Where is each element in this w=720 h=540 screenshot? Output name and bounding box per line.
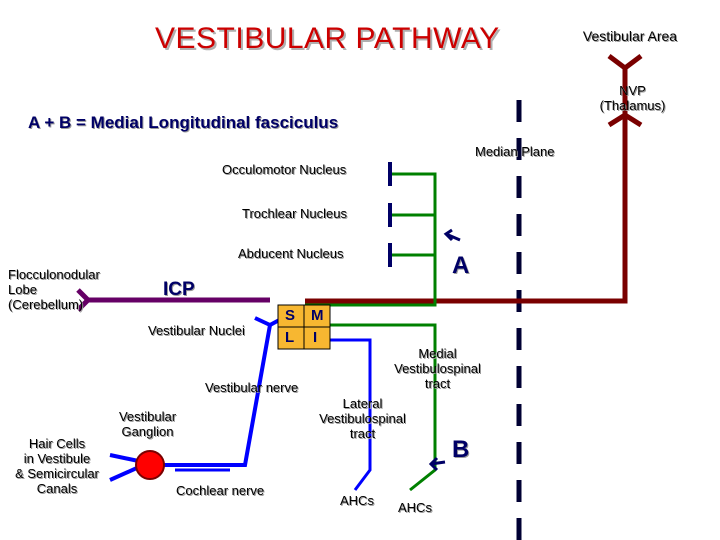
ahcs-label-1: AHCs — [340, 493, 374, 508]
arrow-a — [446, 230, 460, 240]
nucleus-inferior: I — [313, 329, 318, 346]
nvp-thalamus-label: NVP (Thalamus) — [599, 83, 666, 113]
vestibular-ganglion-label: Vestibular Ganglion — [118, 409, 177, 439]
icp-label: ICP — [163, 279, 195, 300]
cochlear-nerve-label: Cochlear nerve — [176, 483, 265, 498]
page-title: VESTIBULAR PATHWAY — [155, 22, 500, 55]
letter-a: A — [452, 252, 470, 279]
vestibular-area-label: Vestibular Area — [582, 28, 678, 44]
vestibular-nerve-label: Vestibular nerve — [205, 380, 299, 395]
ascending-mlf-tract — [305, 174, 435, 305]
nucleus-medial: M — [311, 307, 324, 324]
vestibular-area-synapse — [609, 56, 641, 68]
abducent-label: Abducent Nucleus — [238, 246, 344, 261]
median-plane-label: Median Plane — [475, 144, 555, 159]
nucleus-superior: S — [285, 307, 296, 324]
arrow-b — [431, 458, 445, 470]
occulomotor-label: Occulomotor Nucleus — [222, 162, 347, 177]
ahcs-label-2: AHCs — [398, 500, 432, 515]
vestibular-ganglion — [136, 451, 164, 479]
medial-vestibulospinal-label: Medial Vestibulospinal tract — [394, 346, 481, 391]
flocculonodular-label: Flocculonodular Lobe (Cerebellum) — [8, 267, 100, 312]
vestibular-nuclei-label: Vestibular Nuclei — [148, 323, 245, 338]
hair-cells-label: Hair Cells in Vestibule & Semicircular Canals — [15, 436, 99, 496]
letter-b: B — [452, 436, 470, 463]
trochlear-label: Trochlear Nucleus — [242, 206, 348, 221]
nucleus-lateral: L — [285, 329, 295, 346]
mlf-subtitle: A + B = Medial Longitudinal fasciculus — [28, 113, 339, 132]
lateral-vestibulospinal-label: Lateral Vestibulospinal tract — [319, 396, 406, 441]
